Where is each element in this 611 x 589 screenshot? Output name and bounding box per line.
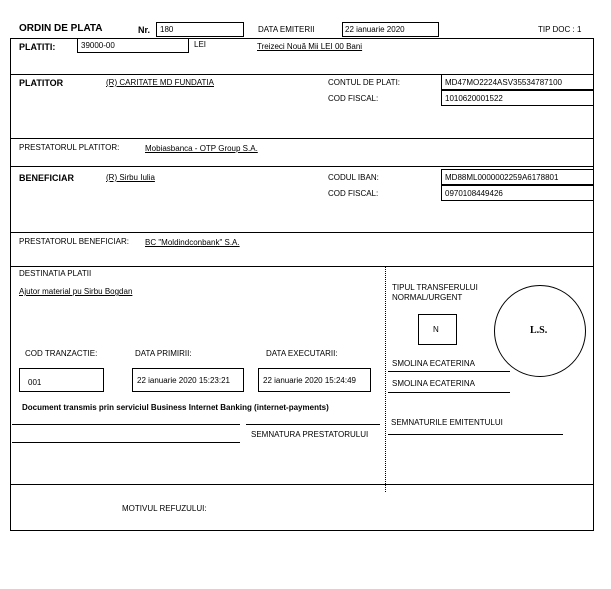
transaction-code-label: COD TRANZACTIE:	[25, 349, 98, 358]
executed-date-label: DATA EXECUTARII:	[266, 349, 338, 358]
amount-in-words: Treizeci Nouă Mii LEI 00 Bani	[257, 42, 363, 51]
amount-label: PLATITI:	[19, 42, 56, 52]
beneficiary-iban-label: CODUL IBAN:	[328, 173, 379, 182]
document-title: ORDIN DE PLATA	[19, 23, 103, 34]
payer-label: PLATITOR	[19, 78, 64, 88]
currency-label: LEI	[194, 40, 207, 49]
transfer-type-label-2: NORMAL/URGENT	[392, 293, 463, 302]
divider-prestator-beneficiar	[10, 266, 594, 267]
payer-account-label: CONTUL DE PLATI:	[328, 78, 401, 87]
doc-type: TIP DOC : 1	[538, 25, 582, 34]
payer-bank-value: Mobiasbanca - OTP Group S.A.	[145, 144, 258, 153]
dotted-divider	[385, 266, 386, 492]
payer-account-value: MD47MO2224ASV35534787100	[445, 78, 562, 87]
transaction-code-value: 001	[28, 378, 42, 387]
beneficiary-bank-value: BC "Moldindconbank" S.A.	[145, 238, 240, 247]
payer-bank-label: PRESTATORUL PLATITOR:	[19, 143, 120, 152]
issue-date-label: DATA EMITERII	[258, 25, 315, 34]
signer-1-line	[388, 371, 510, 372]
payment-purpose-value: Ajutor material pu Sirbu Bogdan	[19, 287, 133, 296]
signer-2: SMOLINA ECATERINA	[392, 379, 475, 388]
executed-date-value: 22 ianuarie 2020 15:24:49	[263, 376, 356, 385]
provider-signature-line	[246, 424, 380, 425]
amount-value: 39000-00	[81, 41, 115, 50]
issue-date-value: 22 ianuarie 2020	[345, 25, 405, 34]
divider-prestator-platitor	[10, 166, 594, 167]
beneficiary-fiscal-label: COD FISCAL:	[328, 189, 379, 198]
provider-signature-label: SEMNATURA PRESTATORULUI	[251, 430, 369, 439]
transfer-type-value: N	[433, 325, 439, 334]
beneficiary-iban-value: MD88ML0000002259A6178801	[445, 173, 559, 182]
divider-beneficiar	[10, 232, 594, 233]
internet-banking-note: Document transmis prin serviciul Business Internet Banking (internet-payments)	[22, 403, 329, 412]
stamp-label: L.S.	[530, 325, 548, 336]
issuer-signature-line	[388, 434, 563, 435]
divider-bottom	[10, 484, 594, 485]
order-number-label: Nr.	[138, 25, 151, 35]
beneficiary-label: BENEFICIAR	[19, 173, 75, 183]
received-date-value: 22 ianuarie 2020 15:23:21	[137, 376, 230, 385]
transfer-type-label-1: TIPUL TRANSFERULUI	[392, 283, 478, 292]
payment-purpose-label: DESTINATIA PLATII	[19, 269, 92, 278]
divider-platitor	[10, 138, 594, 139]
left-signature-line-2	[12, 442, 240, 443]
beneficiary-name: (R) Sirbu Iulia	[106, 173, 155, 182]
signer-2-line	[388, 392, 510, 393]
received-date-label: DATA PRIMIRII:	[135, 349, 192, 358]
signer-1: SMOLINA ECATERINA	[392, 359, 475, 368]
payer-fiscal-value: 1010620001522	[445, 94, 503, 103]
issuer-signatures-label: SEMNATURILE EMITENTULUI	[391, 418, 503, 427]
payer-name: (R) CARITATE MD FUNDATIA	[106, 78, 214, 87]
beneficiary-bank-label: PRESTATORUL BENEFICIAR:	[19, 237, 129, 246]
refusal-reason-label: MOTIVUL REFUZULUI:	[122, 504, 207, 513]
order-number-value: 180	[160, 25, 174, 34]
left-signature-line-1	[12, 424, 240, 425]
beneficiary-fiscal-value: 0970108449426	[445, 189, 503, 198]
payer-fiscal-label: COD FISCAL:	[328, 94, 379, 103]
form-frame	[10, 38, 594, 531]
